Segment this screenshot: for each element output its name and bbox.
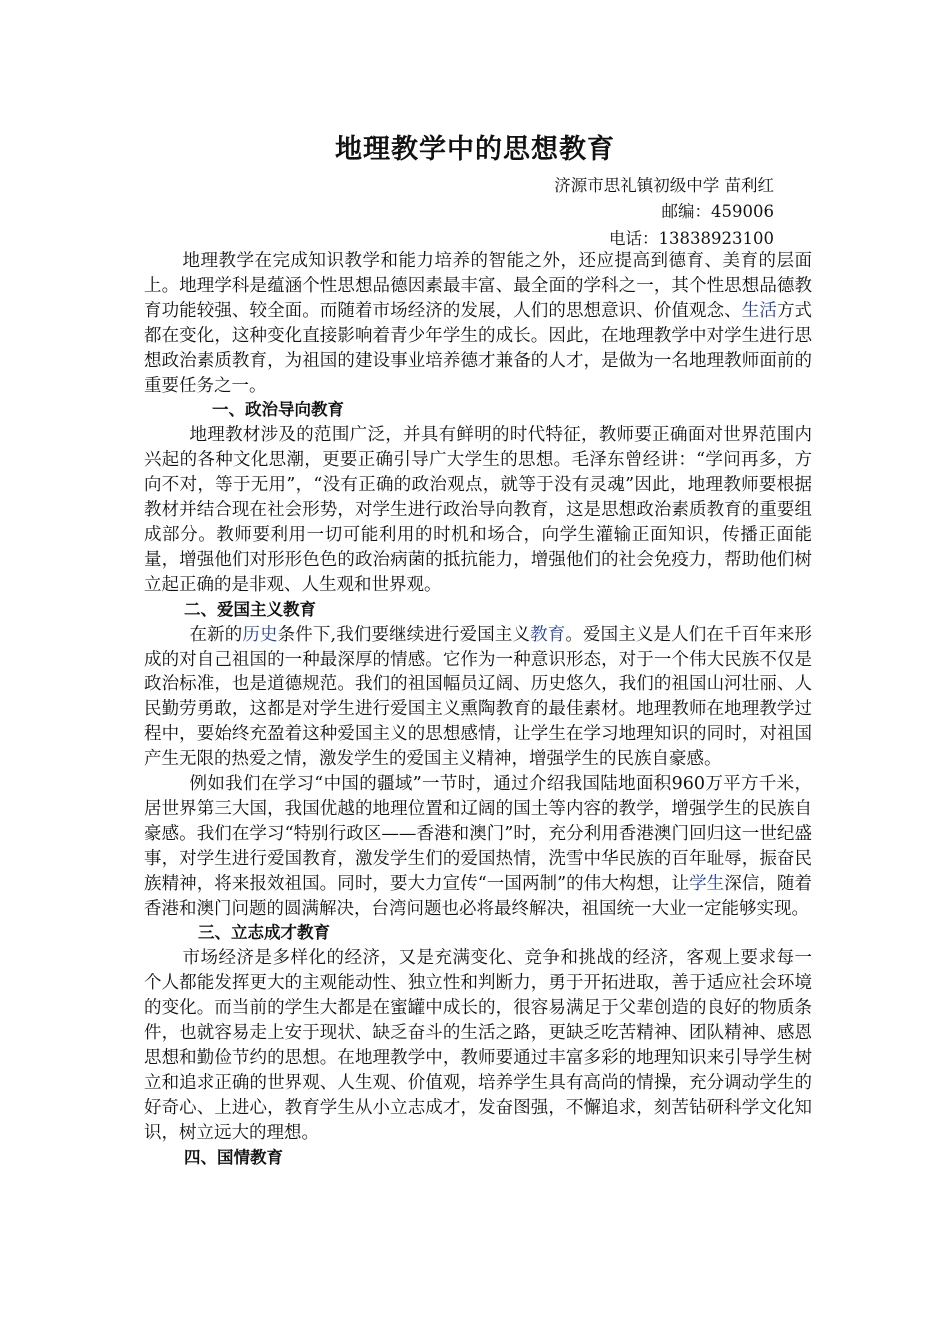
section-paragraph-ambition: 市场经济是多样化的经济，又是充满变化、竞争和挑战的经济，客观上要求每一个人都能发挥更大的主观能动性、独立性和判断力，勇于开拓进取，善于适应社会环境的变化。而当前的学生大都是在蜜罐中成长的，很容易满足于父辈创造的良好的物质条件，也就容易走上安于现状、缺乏奋斗的生活之路，更缺乏吃苦精神、团队精神、感恩思想和勤俭节约的思想。在地理教学中，教师要通过丰富多彩的地理知识来引导学生树立和追求正确的世界观、人生观、价值观，培养学生具有高尚的情操，充分调动学生的好奇心、上进心，教育学生从小立志成才，发奋图强，不懈追求，刻苦钻研科学文化知识，树立远大的理想。 bbox=[144, 948, 812, 1143]
document-title: 地理教学中的思想教育 bbox=[335, 134, 615, 165]
section-paragraph-patriotism-1 bbox=[144, 623, 812, 772]
phone-line: 电话：13838923100 bbox=[609, 229, 774, 248]
section-heading-ambition: 三、立志成才教育 bbox=[198, 923, 330, 943]
patriotism-text-part-2: 条件下,我们要继续进行爱国主义 bbox=[277, 624, 531, 645]
section-heading-political: 一、政治导向教育 bbox=[212, 400, 344, 420]
link-education[interactable]: 教育 bbox=[530, 624, 566, 645]
section-heading-patriotism: 二、爱国主义教育 bbox=[184, 599, 316, 619]
intro-text-part-1: 地理教学在完成知识教学和能力培养的智能之外，还应提高到德育、美育的层面上。地理学科是蕴涵个性思想品德因素最丰富、最全面的学科之一，其个性思想品德教育功能较强、较全面。而随着市场经济的发展，人们的思想意识、价值观念、 bbox=[144, 251, 812, 321]
author-line: 济源市思礼镇初级中学 苗利红 bbox=[554, 176, 774, 195]
patriotism-text-part-3: 。爱国主义是人们在千百年来形成的对自己祖国的一种最深厚的情感。它作为一种意识形态，对于一个伟大民族不仅是政治标准，也是道德规范。我们的祖国幅员辽阔、历史悠久，我们的祖国山河壮丽、人民勤劳勇敢，这都是对学生进行爱国主义熏陶教育的最佳素材。地理教师在地理教学过程中，要始终充盈着这种爱国主义的思想感情，让学生在学习地理知识的同时，对祖国产生无限的热爱之情，激发学生的爱国主义精神，增强学生的民族自豪感。 bbox=[144, 624, 813, 770]
section-paragraph-patriotism-2 bbox=[144, 772, 812, 921]
document-body bbox=[144, 249, 812, 1171]
patriotism-text-part-1: 在新的 bbox=[189, 624, 243, 645]
intro-text-part-2: 方式都在变化，这种变化直接影响着青少年学生的成长。因此，在地理教学中对学生进行思想政治素质教育，为祖国的建设事业培养德才兼备的人才，是做为一名地理教师面前的重要任务之一。 bbox=[144, 300, 813, 396]
postcode-line: 邮编：459006 bbox=[661, 202, 774, 221]
link-history[interactable]: 历史 bbox=[242, 624, 278, 645]
section-heading-national-conditions: 四、国情教育 bbox=[184, 1147, 283, 1167]
link-students[interactable]: 学生 bbox=[689, 873, 725, 894]
link-life[interactable]: 生活 bbox=[741, 300, 777, 321]
intro-paragraph bbox=[144, 249, 812, 398]
patriotism-example-part-1: 例如我们在学习“中国的疆域”一节时，通过介绍我国陆地面积960万平方千米，居世界第三大国，我国优越的地理位置和辽阔的国土等内容的教学，增强学生的民族自豪感。我们在学习“特别行政区——香港和澳门”时，充分利用香港澳门回归这一世纪盛事，对学生进行爱国教育，激发学生们的爱国热情，洗雪中华民族的百年耻辱，振奋民族精神，将来报效祖国。同时，要大力宣传“一国两制”的伟大构想，让 bbox=[144, 774, 812, 894]
section-paragraph-political: 地理教材涉及的范围广泛，并具有鲜明的时代特征，教师要正确面对世界范围内兴起的各种文化思潮，更要正确引导广大学生的思想。毛泽东曾经讲：“学问再多，方向不对，等于无用”，“没有正确的政治观点，就等于没有灵魂”因此，地理教师要根据教材并结合现在社会形势，对学生进行政治导向教育，这是思想政治素质教育的重要组成部分。教师要利用一切可能利用的时机和场合，向学生灌输正面知识，传播正面能量，增强他们对形形色色的政治病菌的抵抗能力，增强他们的社会免疫力，帮助他们树立起正确的是非观、人生观和世界观。 bbox=[144, 425, 812, 595]
patriotism-example-part-2: 深信，随着香港和澳门问题的圆满解决，台湾问题也必将最终解决，祖国统一大业一定能够实现。 bbox=[144, 873, 812, 919]
